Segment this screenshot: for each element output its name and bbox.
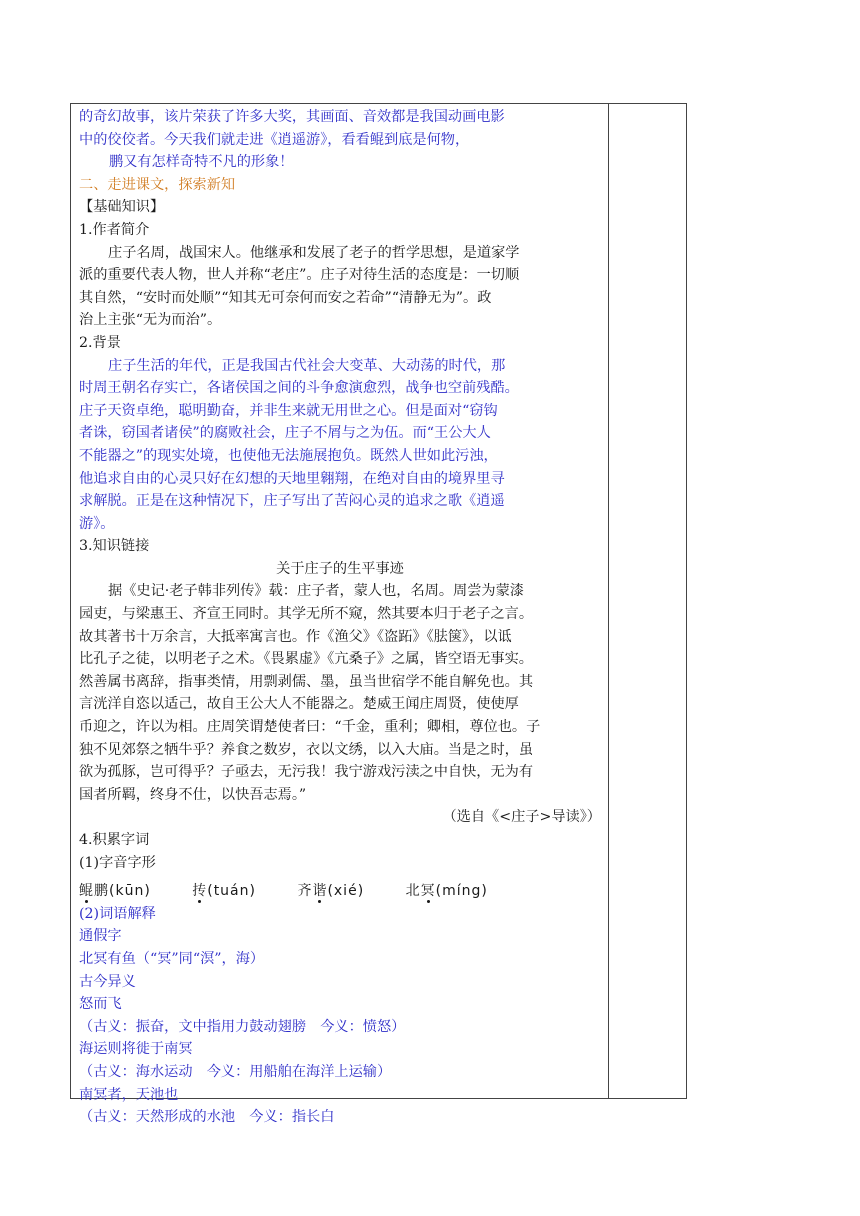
pinyin-word: 齐谐(xié)	[297, 883, 365, 900]
link-source: （选自《<庄子>导读》）	[442, 809, 601, 826]
vocab-item: 南冥者，天池也	[79, 1086, 179, 1103]
link-text-line: 欲为孤豚，岂可得乎？子亟去，无污我！我宁游戏污渎之中自快，无为有	[79, 764, 534, 781]
link-text-line: 国者所羁，终身不仕，以快吾志焉。”	[79, 786, 307, 803]
link-text-line: 故其著书十万余言，大抵率寓言也。作《渔父》《盗跖》《胠箧》，以诋	[79, 628, 512, 645]
background-text-line: 者诛，窃国者诸侯”的腐败社会，庄子不屑与之为伍。而“王公大人	[79, 425, 491, 442]
pinyin-word: 鲲鹏(kūn)	[79, 883, 151, 900]
link-heading: 3.知识链接	[79, 538, 150, 555]
vocab-subheading: (2)词语解释	[79, 905, 156, 922]
link-text-line: 园吏，与梁惠王、齐宣王同时。其学无所不窥，然其要本归于老子之言。	[79, 606, 534, 623]
link-text-line: 据《史记·老子韩非列传》载：庄子者，蒙人也，名周。周尝为蒙漆	[108, 583, 524, 600]
author-heading: 1.作者简介	[79, 221, 150, 238]
pinyin-row	[79, 880, 601, 903]
pinyin-word: 抟(tuán)	[192, 883, 256, 900]
author-text-line: 庄子名周，战国宋人。他继承和发展了老子的哲学思想，是道家学	[108, 244, 520, 261]
author-text-line: 治上主张“无为而治”。	[79, 312, 222, 329]
vocab-item: （古义：海水运动 今义：用船舶在海洋上运输）	[79, 1063, 392, 1080]
pinyin-word: 北冥(míng)	[405, 883, 488, 900]
background-text-line: 求解脱。正是在这种情况下，庄子写出了苦闷心灵的追求之歌《逍遥	[79, 493, 505, 510]
column-divider	[608, 104, 609, 1098]
intro-line: 鹏又有怎样奇特不凡的形象！	[109, 154, 294, 171]
vocab-heading: 4.积累字词	[79, 832, 150, 848]
vocab-item: 怒而飞	[79, 996, 122, 1013]
basic-knowledge-heading: 【基础知识】	[79, 199, 165, 216]
link-text-line: 然善属书离辞，指事类情，用剽剥儒、墨，虽当世宿学不能自解免也。其	[79, 673, 534, 690]
vocab-item: 海运则将徙于南冥	[79, 1041, 193, 1058]
vocab-item: 古今异义	[79, 973, 136, 990]
background-text-line: 游》。	[79, 515, 115, 532]
link-text-line: 币迎之，许以为相。庄周笑谓楚使者曰：“千金，重利；卿相，尊位也。子	[79, 719, 541, 736]
content-cell	[79, 106, 601, 1129]
link-text-line: 比孔子之徒，以明老子之术。《畏累虚》《亢桑子》之属，皆空语无事实。	[79, 651, 533, 668]
author-text-line: 其自然，“安时而处顺”“知其无可奈何而安之若命”“清静无为”。政	[79, 289, 492, 306]
author-text-line: 派的重要代表人物，世人并称“老庄”。庄子对待生活的态度是：一切顺	[79, 267, 520, 284]
vocab-item: （古义：振奋，文中指用力鼓动翅膀 今义：愤怒）	[79, 1018, 406, 1035]
background-heading: 2.背景	[79, 334, 121, 351]
section-heading: 二、走进课文，探索新知	[79, 176, 236, 193]
lesson-plan-table	[70, 103, 687, 1126]
intro-line: 的奇幻故事，该片荣获了许多大奖，其画面、音效都是我国动画电影	[79, 109, 505, 125]
background-text-line: 庄子生活的年代，正是我国古代社会大变革、大动荡的时代，那	[108, 357, 506, 374]
vocab-subheading: (1)字音字形	[79, 854, 156, 871]
link-title: 关于庄子的生平事迹	[276, 560, 404, 577]
intro-line: 中的佼佼者。今天我们就走进《逍遥游》，看看鲲到底是何物，	[79, 131, 470, 148]
vocab-item: （古义：天然形成的水池 今义：指长白	[79, 1109, 335, 1126]
background-text-line: 不能器之”的现实处境，也使他无法施展抱负。既然人世如此污浊，	[79, 447, 498, 464]
link-text-line: 独不见郊祭之牺牛乎？养食之数岁，衣以文绣，以入大庙。当是之时，虽	[79, 741, 534, 758]
background-text-line: 庄子天资卓绝，聪明勤奋，并非生来就无用世之心。但是面对“窃钩	[79, 402, 498, 419]
background-text-line: 时周王朝名存实亡，各诸侯国之间的斗争愈演愈烈，战争也空前残酷。	[79, 380, 519, 397]
vocab-item: 通假字	[79, 928, 122, 945]
link-text-line: 言洸洋自恣以适己，故自王公大人不能器之。楚威王闻庄周贤，使使厚	[79, 696, 519, 713]
vocab-item: 北冥有鱼（“冥”同“溟”，海）	[79, 950, 265, 967]
background-text-line: 他追求自由的心灵只好在幻想的天地里翱翔，在绝对自由的境界里寻	[79, 470, 505, 487]
